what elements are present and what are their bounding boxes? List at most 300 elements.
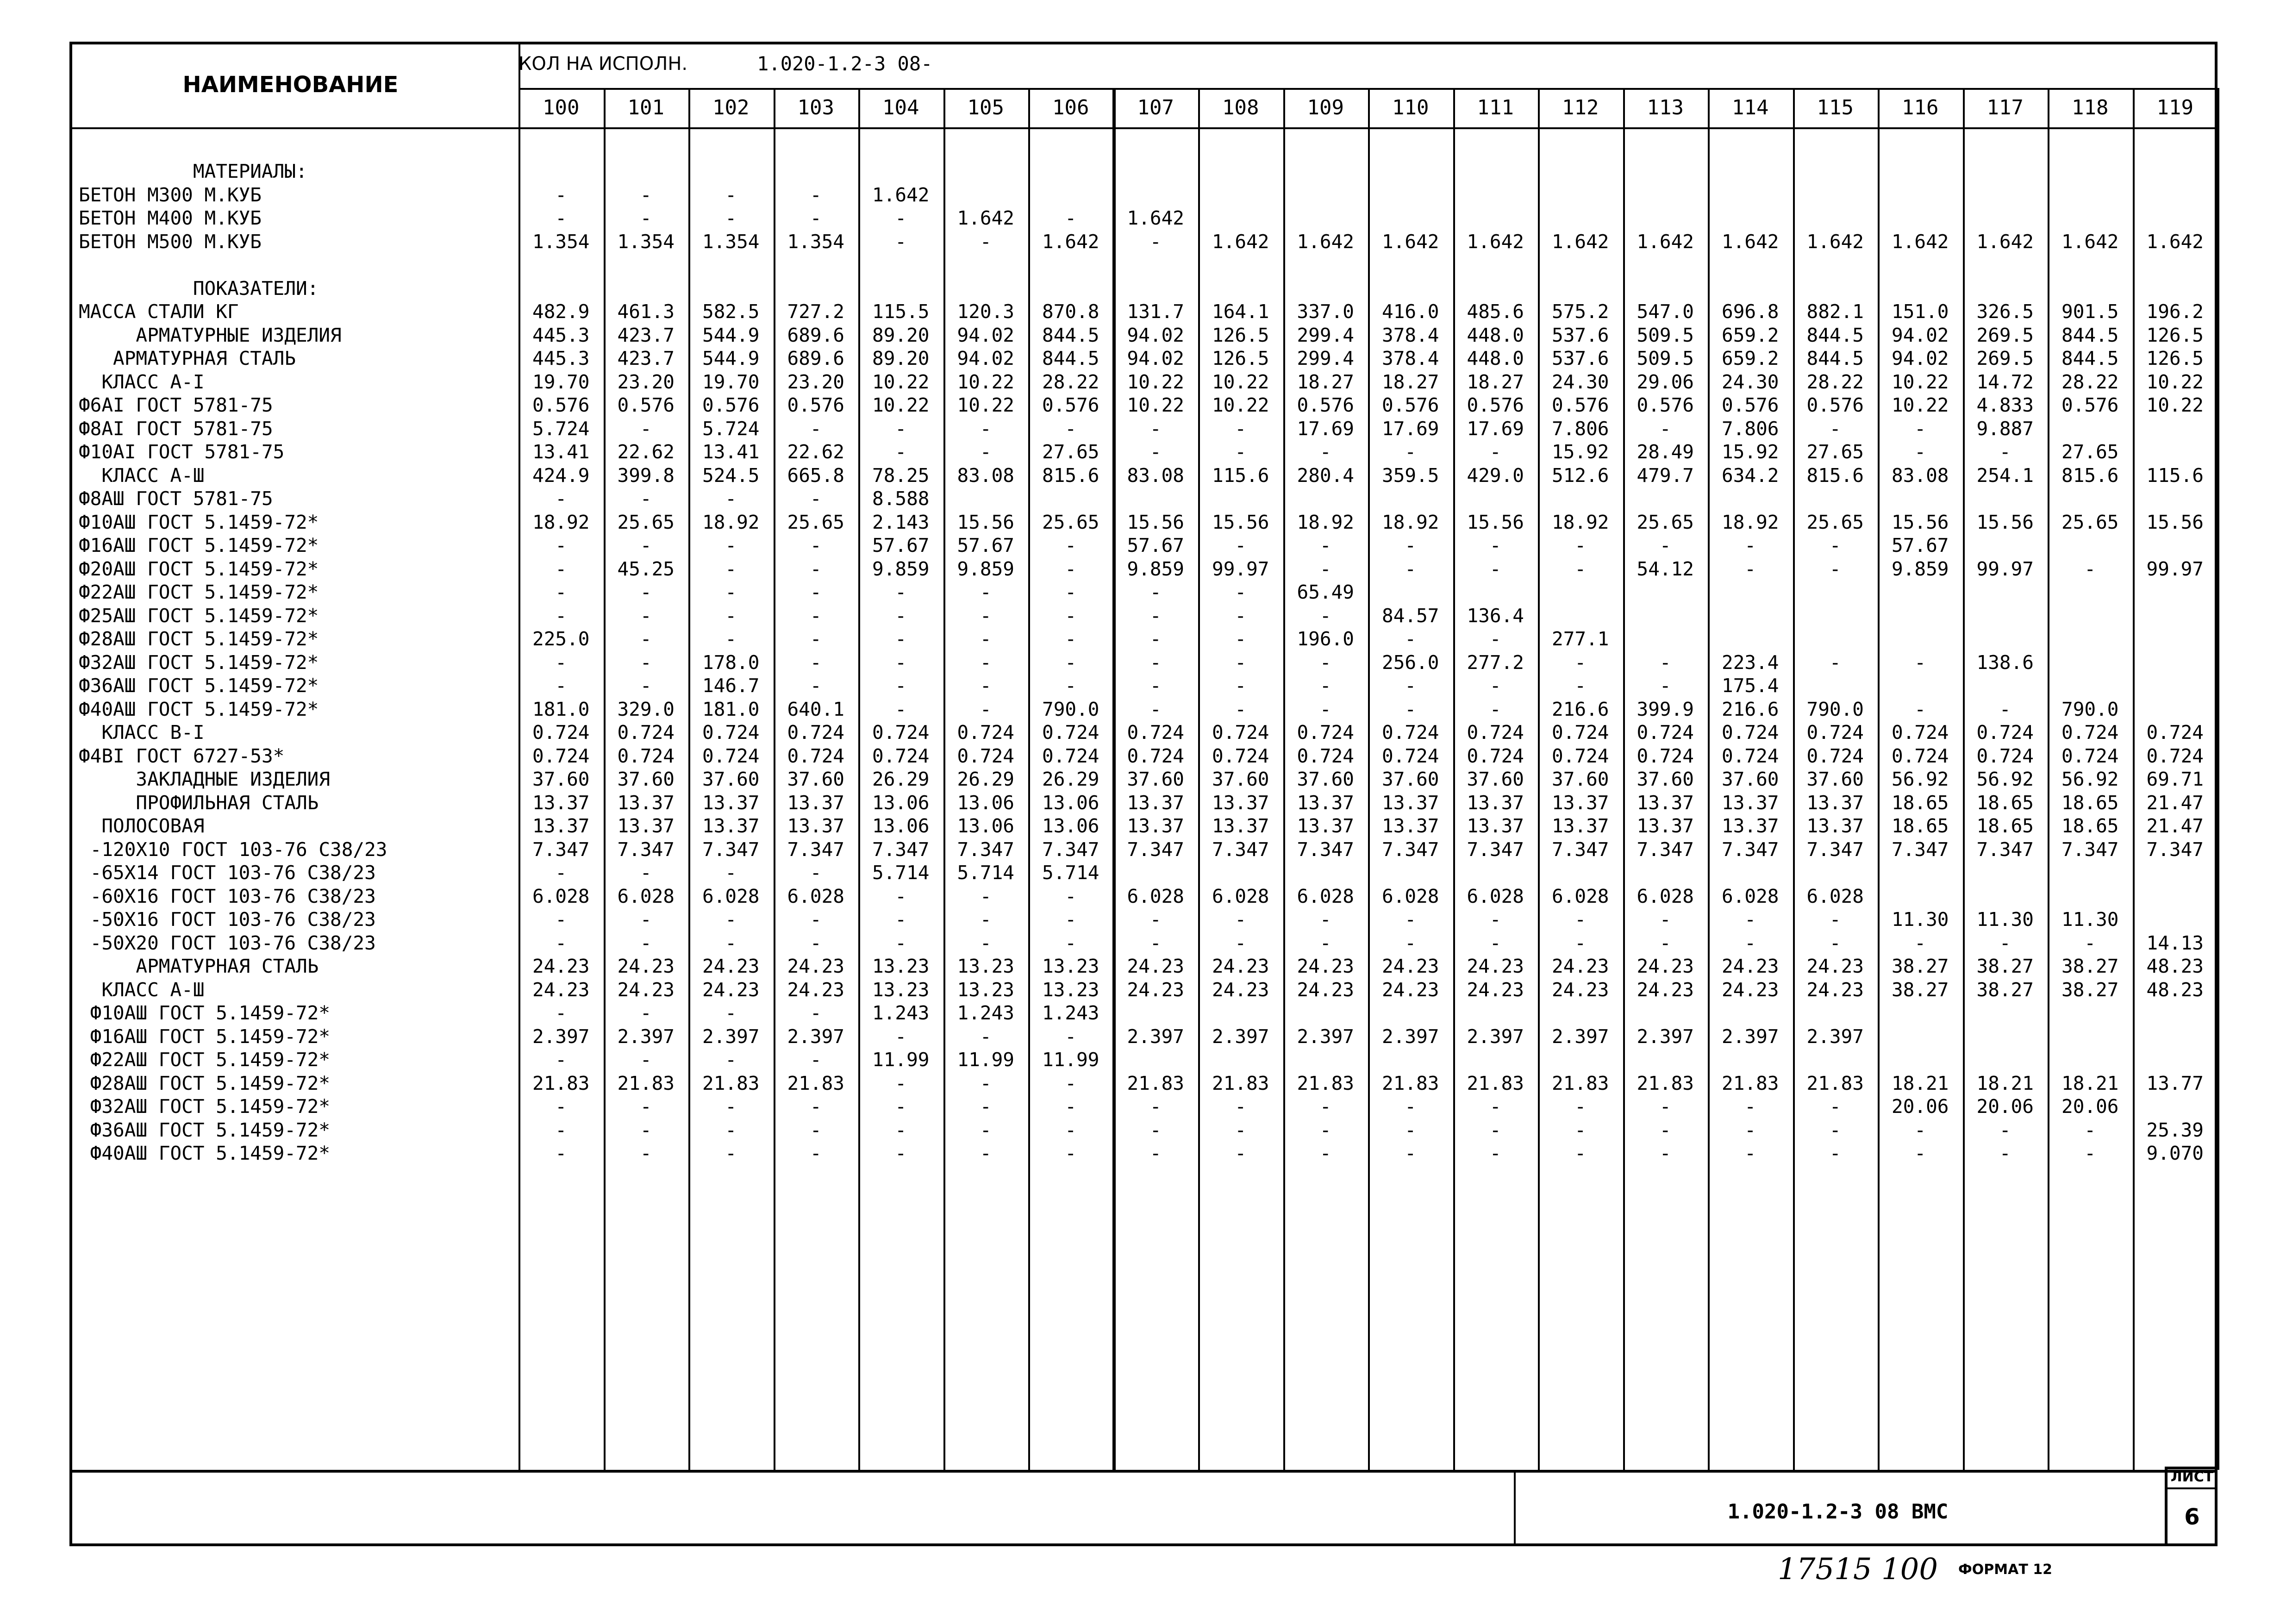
table-cell: 24.23 xyxy=(1297,978,1354,1001)
table-cell: 13.37 xyxy=(1297,791,1354,814)
table-cell: 13.37 xyxy=(617,815,675,837)
table-cell: - xyxy=(1744,1118,1756,1141)
row-label: АРМАТУРНАЯ СТАЛЬ xyxy=(79,347,296,369)
table-cell: 1.354 xyxy=(787,230,844,253)
table-cell: 7.347 xyxy=(1637,838,1694,861)
table-cell: - xyxy=(1149,628,1162,650)
table-cell: 6.028 xyxy=(1212,885,1269,907)
row-label: АРМАТУРНЫЕ ИЗДЕЛИЯ xyxy=(79,324,342,346)
row-label: МАССА СТАЛИ КГ xyxy=(79,300,239,323)
table-cell: 24.23 xyxy=(1637,978,1694,1001)
table-cell: 10.22 xyxy=(1127,370,1184,393)
row-label: БЕТОН М500 М.КУБ xyxy=(79,230,262,253)
table-cell: 0.724 xyxy=(1976,721,2034,743)
table-cell: 115.5 xyxy=(872,300,930,323)
table-cell: - xyxy=(1065,1095,1077,1118)
table-cell: 37.60 xyxy=(787,768,844,790)
row-label: АРМАТУРНАЯ СТАЛЬ xyxy=(79,955,319,977)
table-cell: 844.5 xyxy=(1042,347,1099,369)
table-cell: 15.56 xyxy=(957,511,1014,533)
table-cell: 6.028 xyxy=(1722,885,1779,907)
table-cell: - xyxy=(1829,1095,1841,1118)
table-cell: 1.243 xyxy=(957,1002,1014,1024)
table-cell: 136.4 xyxy=(1467,604,1524,627)
table-cell: 216.6 xyxy=(1552,698,1609,720)
table-cell: - xyxy=(725,908,737,931)
table-cell: - xyxy=(1659,908,1671,931)
table-cell: - xyxy=(1319,908,1331,931)
table-cell: 19.70 xyxy=(702,370,760,393)
table-cell: 0.724 xyxy=(1127,744,1184,767)
sheet-label: ЛИСТ xyxy=(2170,1469,2214,1485)
table-cell: - xyxy=(555,1002,567,1024)
table-cell: 24.23 xyxy=(1806,955,1864,977)
table-cell: - xyxy=(810,1118,822,1141)
table-cell: 1.642 xyxy=(872,183,930,206)
table-cell: 299.4 xyxy=(1297,324,1354,346)
table-cell: 37.60 xyxy=(1722,768,1779,790)
table-cell: 9.859 xyxy=(957,557,1014,580)
table-cell: 25.65 xyxy=(617,511,675,533)
table-cell: 24.23 xyxy=(617,955,675,977)
table-cell: 6.028 xyxy=(1382,885,1439,907)
table-cell: - xyxy=(555,183,567,206)
table-cell: 131.7 xyxy=(1127,300,1184,323)
table-cell: 13.37 xyxy=(1722,791,1779,814)
table-cell: - xyxy=(1319,1095,1331,1118)
table-cell: 7.347 xyxy=(1212,838,1269,861)
table-cell: 13.37 xyxy=(702,815,760,837)
table-cell: - xyxy=(1574,931,1587,954)
table-cell: 24.23 xyxy=(1297,955,1354,977)
table-cell: 277.1 xyxy=(1552,628,1609,650)
table-cell: - xyxy=(1489,628,1501,650)
table-cell: 94.02 xyxy=(957,324,1014,346)
table-cell: - xyxy=(980,417,992,440)
table-cell: 0.724 xyxy=(1042,721,1099,743)
table-cell: - xyxy=(1489,1118,1501,1141)
table-cell: 689.6 xyxy=(787,324,844,346)
table-cell: - xyxy=(555,581,567,603)
table-cell: 6.028 xyxy=(1637,885,1694,907)
table-cell: 18.21 xyxy=(1892,1072,1949,1094)
table-cell: 1.642 xyxy=(2146,230,2204,253)
table-cell: 15.56 xyxy=(1212,511,1269,533)
table-cell: 2.397 xyxy=(1806,1025,1864,1048)
table-cell: 37.60 xyxy=(1297,768,1354,790)
table-cell: 6.028 xyxy=(787,885,844,907)
column-header: 108 xyxy=(1222,96,1259,119)
table-cell: - xyxy=(980,1118,992,1141)
table-cell: - xyxy=(640,651,652,674)
table-cell: - xyxy=(640,1142,652,1164)
table-cell: 48.23 xyxy=(2146,978,2204,1001)
table-cell: 509.5 xyxy=(1637,324,1694,346)
table-cell: - xyxy=(980,230,992,253)
table-cell: 11.99 xyxy=(1042,1049,1099,1071)
table-cell: 99.97 xyxy=(1212,557,1269,580)
table-cell: 26.29 xyxy=(1042,768,1099,790)
table-cell: 0.724 xyxy=(1637,721,1694,743)
table-cell: 1.243 xyxy=(872,1002,930,1024)
table-cell: - xyxy=(895,417,907,440)
table-cell: 7.347 xyxy=(617,838,675,861)
table-cell: 844.5 xyxy=(1042,324,1099,346)
table-cell: - xyxy=(725,207,737,229)
table-cell: 15.92 xyxy=(1722,441,1779,463)
table-cell: - xyxy=(1659,1118,1671,1141)
table-cell: - xyxy=(1235,698,1247,720)
table-cell: 0.724 xyxy=(1297,744,1354,767)
row-label: Ф28АШ ГОСТ 5.1459-72* xyxy=(79,1072,331,1094)
table-cell: 0.576 xyxy=(532,394,590,416)
table-cell: 1.243 xyxy=(1042,1002,1099,1024)
table-cell: 424.9 xyxy=(532,464,590,487)
table-cell: 7.347 xyxy=(702,838,760,861)
table-cell: 1.642 xyxy=(1552,230,1609,253)
table-cell: - xyxy=(1405,1142,1417,1164)
table-cell: 26.29 xyxy=(957,768,1014,790)
table-cell: 56.92 xyxy=(1976,768,2034,790)
row-label: КЛАСС В-I xyxy=(79,721,205,743)
table-cell: 0.724 xyxy=(1892,721,1949,743)
table-cell: - xyxy=(810,862,822,884)
table-cell: 0.724 xyxy=(702,744,760,767)
table-cell: 18.65 xyxy=(1892,791,1949,814)
table-cell: 485.6 xyxy=(1467,300,1524,323)
table-cell: 89.20 xyxy=(872,347,930,369)
table-cell: 13.23 xyxy=(1042,978,1099,1001)
table-cell: 0.724 xyxy=(2061,744,2119,767)
table-cell: 445.3 xyxy=(532,347,590,369)
table-cell: - xyxy=(555,1049,567,1071)
row-label: ПОЛОСОВАЯ xyxy=(79,815,205,837)
table-cell: 21.83 xyxy=(1467,1072,1524,1094)
column-header: 104 xyxy=(882,96,919,119)
table-cell: 13.37 xyxy=(702,791,760,814)
table-cell: 448.0 xyxy=(1467,324,1524,346)
table-cell: 29.06 xyxy=(1637,370,1694,393)
column-header: 109 xyxy=(1307,96,1344,119)
table-cell: - xyxy=(1999,931,2011,954)
row-label: Ф16АШ ГОСТ 5.1459-72* xyxy=(79,534,319,556)
table-cell: 225.0 xyxy=(532,628,590,650)
table-cell: 575.2 xyxy=(1552,300,1609,323)
table-cell: - xyxy=(1065,581,1077,603)
table-cell: 0.576 xyxy=(2061,394,2119,416)
table-cell: - xyxy=(980,1072,992,1094)
table-cell: 659.2 xyxy=(1722,347,1779,369)
table-cell: 25.65 xyxy=(787,511,844,533)
table-cell: 21.83 xyxy=(1212,1072,1269,1094)
table-cell: 164.1 xyxy=(1212,300,1269,323)
table-cell: 5.724 xyxy=(702,417,760,440)
table-cell: - xyxy=(1319,557,1331,580)
table-cell: - xyxy=(1744,1095,1756,1118)
table-cell: 359.5 xyxy=(1382,464,1439,487)
table-cell: 24.23 xyxy=(617,978,675,1001)
table-cell: 181.0 xyxy=(702,698,760,720)
table-cell: 2.397 xyxy=(1722,1025,1779,1048)
table-cell: - xyxy=(555,604,567,627)
table-cell: 0.576 xyxy=(1552,394,1609,416)
table-cell: 25.39 xyxy=(2146,1118,2204,1141)
table-cell: - xyxy=(895,207,907,229)
table-cell: 13.37 xyxy=(1212,791,1269,814)
column-header: 113 xyxy=(1647,96,1684,119)
table-cell: - xyxy=(2084,1118,2096,1141)
table-cell: - xyxy=(895,908,907,931)
column-header: 106 xyxy=(1052,96,1089,119)
table-cell: 0.724 xyxy=(1042,744,1099,767)
table-cell: 138.6 xyxy=(1976,651,2034,674)
table-cell: - xyxy=(1065,417,1077,440)
table-cell: 0.576 xyxy=(617,394,675,416)
header-kol xyxy=(518,46,932,81)
table-cell: - xyxy=(1489,1142,1501,1164)
row-label: ПРОФИЛЬНАЯ СТАЛЬ xyxy=(79,791,319,814)
row-label: -50Х16 ГОСТ 103-76 С38/23 xyxy=(79,908,376,931)
table-cell: - xyxy=(1659,417,1671,440)
table-cell: - xyxy=(1149,1118,1162,1141)
row-label: Ф40АШ ГОСТ 5.1459-72* xyxy=(79,1142,331,1164)
table-cell: 24.23 xyxy=(702,978,760,1001)
table-cell: - xyxy=(1829,1118,1841,1141)
row-label: Ф36АШ ГОСТ 5.1459-72* xyxy=(79,1118,331,1141)
table-cell: 13.06 xyxy=(957,815,1014,837)
table-cell: 37.60 xyxy=(1467,768,1524,790)
table-cell: - xyxy=(1149,581,1162,603)
table-cell: - xyxy=(725,604,737,627)
table-cell: - xyxy=(1319,698,1331,720)
table-cell: - xyxy=(1829,417,1841,440)
table-cell: 7.347 xyxy=(2146,838,2204,861)
row-label: Ф22АШ ГОСТ 5.1459-72* xyxy=(79,1049,331,1071)
table-cell: 13.77 xyxy=(2146,1072,2204,1094)
table-cell: - xyxy=(555,1142,567,1164)
table-cell: - xyxy=(810,183,822,206)
table-cell: 1.642 xyxy=(1722,230,1779,253)
row-label: Ф40АШ ГОСТ 5.1459-72* xyxy=(79,698,319,720)
table-cell: - xyxy=(1829,908,1841,931)
table-cell: 13.37 xyxy=(1212,815,1269,837)
table-cell: 0.724 xyxy=(1892,744,1949,767)
table-cell: 1.642 xyxy=(2061,230,2119,253)
table-cell: - xyxy=(555,487,567,510)
table-cell: 13.37 xyxy=(1637,791,1694,814)
table-cell: 461.3 xyxy=(617,300,675,323)
table-cell: 22.62 xyxy=(787,441,844,463)
grid-hline xyxy=(69,1470,2218,1473)
table-cell: - xyxy=(725,931,737,954)
table-cell: 547.0 xyxy=(1637,300,1694,323)
table-cell: - xyxy=(1235,417,1247,440)
table-cell: 882.1 xyxy=(1806,300,1864,323)
table-cell: 299.4 xyxy=(1297,347,1354,369)
column-header: 100 xyxy=(543,96,580,119)
table-cell: 2.143 xyxy=(872,511,930,533)
table-cell: - xyxy=(1405,931,1417,954)
table-cell: - xyxy=(1744,931,1756,954)
table-cell: 337.0 xyxy=(1297,300,1354,323)
table-cell: - xyxy=(980,628,992,650)
table-cell: 790.0 xyxy=(1042,698,1099,720)
table-cell: 0.724 xyxy=(1637,744,1694,767)
table-cell: 18.92 xyxy=(1382,511,1439,533)
table-cell: 9.859 xyxy=(1127,557,1184,580)
table-cell: 0.724 xyxy=(1976,744,2034,767)
table-cell: 1.642 xyxy=(1976,230,2034,253)
table-cell: 17.69 xyxy=(1382,417,1439,440)
table-cell: 13.37 xyxy=(617,791,675,814)
table-cell: 28.22 xyxy=(2061,370,2119,393)
table-cell: 69.71 xyxy=(2146,768,2204,790)
table-cell: - xyxy=(1235,1142,1247,1164)
table-cell: 1.642 xyxy=(1637,230,1694,253)
table-cell: 537.6 xyxy=(1552,324,1609,346)
table-cell: - xyxy=(640,581,652,603)
column-header: 114 xyxy=(1732,96,1769,119)
table-cell: 20.06 xyxy=(1976,1095,2034,1118)
table-cell: - xyxy=(1405,675,1417,697)
table-cell: 416.0 xyxy=(1382,300,1439,323)
table-cell: 13.23 xyxy=(872,955,930,977)
table-cell: 18.27 xyxy=(1297,370,1354,393)
table-cell: 0.724 xyxy=(2146,721,2204,743)
table-cell: - xyxy=(640,931,652,954)
table-cell: 38.27 xyxy=(1976,955,2034,977)
table-cell: 5.714 xyxy=(872,862,930,884)
table-cell: - xyxy=(980,698,992,720)
table-cell: - xyxy=(980,604,992,627)
table-cell: - xyxy=(725,183,737,206)
table-cell: - xyxy=(1829,534,1841,556)
table-cell: 0.724 xyxy=(957,721,1014,743)
table-cell: 0.724 xyxy=(1382,744,1439,767)
table-cell: 24.23 xyxy=(1637,955,1694,977)
table-cell: 269.5 xyxy=(1976,324,2034,346)
table-cell: 482.9 xyxy=(532,300,590,323)
table-cell: 7.347 xyxy=(1042,838,1099,861)
table-cell: 2.397 xyxy=(702,1025,760,1048)
table-cell: 37.60 xyxy=(1127,768,1184,790)
table-cell: 11.30 xyxy=(1892,908,1949,931)
row-label: Ф36АШ ГОСТ 5.1459-72* xyxy=(79,675,319,697)
table-cell: - xyxy=(1744,534,1756,556)
table-cell: - xyxy=(640,487,652,510)
table-cell: - xyxy=(1829,931,1841,954)
table-cell: 6.028 xyxy=(1467,885,1524,907)
table-cell: - xyxy=(810,628,822,650)
table-cell: 22.62 xyxy=(617,441,675,463)
table-cell: - xyxy=(810,581,822,603)
row-label: Ф8АШ ГОСТ 5781-75 xyxy=(79,487,273,510)
table-cell: 84.57 xyxy=(1382,604,1439,627)
table-cell: - xyxy=(2084,931,2096,954)
table-cell: 280.4 xyxy=(1297,464,1354,487)
table-cell: 13.23 xyxy=(957,955,1014,977)
table-cell: 126.5 xyxy=(2146,324,2204,346)
table-cell: - xyxy=(1914,417,1926,440)
table-cell: 24.23 xyxy=(532,978,590,1001)
table-cell: 7.347 xyxy=(872,838,930,861)
table-cell: - xyxy=(810,908,822,931)
table-cell: - xyxy=(1235,441,1247,463)
table-cell: - xyxy=(1149,908,1162,931)
table-cell: 7.806 xyxy=(1722,417,1779,440)
table-cell: - xyxy=(1914,1118,1926,1141)
table-cell: 844.5 xyxy=(1806,347,1864,369)
table-cell: 844.5 xyxy=(1806,324,1864,346)
table-cell: - xyxy=(725,581,737,603)
table-cell: 14.72 xyxy=(1976,370,2034,393)
table-cell: - xyxy=(980,908,992,931)
table-cell: 18.21 xyxy=(1976,1072,2034,1094)
table-cell: - xyxy=(1999,441,2011,463)
table-cell: 126.5 xyxy=(1212,347,1269,369)
table-cell: 18.92 xyxy=(702,511,760,533)
table-cell: 13.06 xyxy=(1042,791,1099,814)
table-cell: 429.0 xyxy=(1467,464,1524,487)
table-cell: 38.27 xyxy=(1892,978,1949,1001)
table-cell: 24.23 xyxy=(1212,978,1269,1001)
table-cell: 94.02 xyxy=(1892,347,1949,369)
table-cell: - xyxy=(640,1049,652,1071)
table-cell: - xyxy=(1405,698,1417,720)
column-header: 110 xyxy=(1392,96,1429,119)
table-cell: 24.23 xyxy=(1552,978,1609,1001)
table-cell: 2.397 xyxy=(1467,1025,1524,1048)
table-cell: 423.7 xyxy=(617,324,675,346)
column-header: 115 xyxy=(1817,96,1854,119)
table-cell: 479.7 xyxy=(1637,464,1694,487)
table-cell: 6.028 xyxy=(617,885,675,907)
column-header: 111 xyxy=(1477,96,1514,119)
table-cell: - xyxy=(1065,1118,1077,1141)
table-cell: 28.22 xyxy=(1042,370,1099,393)
table-cell: - xyxy=(1149,651,1162,674)
table-cell: 83.08 xyxy=(957,464,1014,487)
table-cell: 15.56 xyxy=(1976,511,2034,533)
table-cell: - xyxy=(1235,675,1247,697)
table-cell: 509.5 xyxy=(1637,347,1694,369)
row-label: Ф10АI ГОСТ 5781-75 xyxy=(79,441,285,463)
table-cell: - xyxy=(1235,1095,1247,1118)
table-cell: - xyxy=(555,1095,567,1118)
table-cell: 13.37 xyxy=(1467,791,1524,814)
table-cell: 94.02 xyxy=(1892,324,1949,346)
table-cell: 24.23 xyxy=(1552,955,1609,977)
footer-number: 17515 100 xyxy=(1778,1552,1938,1587)
table-cell: - xyxy=(1489,908,1501,931)
table-cell: 696.8 xyxy=(1722,300,1779,323)
table-cell: 0.724 xyxy=(1552,744,1609,767)
table-cell: 21.47 xyxy=(2146,815,2204,837)
row-label: КЛАСС А-Ш xyxy=(79,978,205,1001)
table-cell: - xyxy=(895,1025,907,1048)
table-cell: 13.37 xyxy=(1806,791,1864,814)
table-cell: - xyxy=(555,675,567,697)
table-cell: - xyxy=(1405,1095,1417,1118)
table-cell: - xyxy=(725,628,737,650)
table-cell: 196.2 xyxy=(2146,300,2204,323)
table-cell: - xyxy=(1149,417,1162,440)
table-cell: 21.83 xyxy=(1382,1072,1439,1094)
table-cell: 13.06 xyxy=(872,791,930,814)
table-cell: 27.65 xyxy=(1042,441,1099,463)
row-label: Ф32АШ ГОСТ 5.1459-72* xyxy=(79,1095,331,1118)
table-cell: - xyxy=(1065,675,1077,697)
